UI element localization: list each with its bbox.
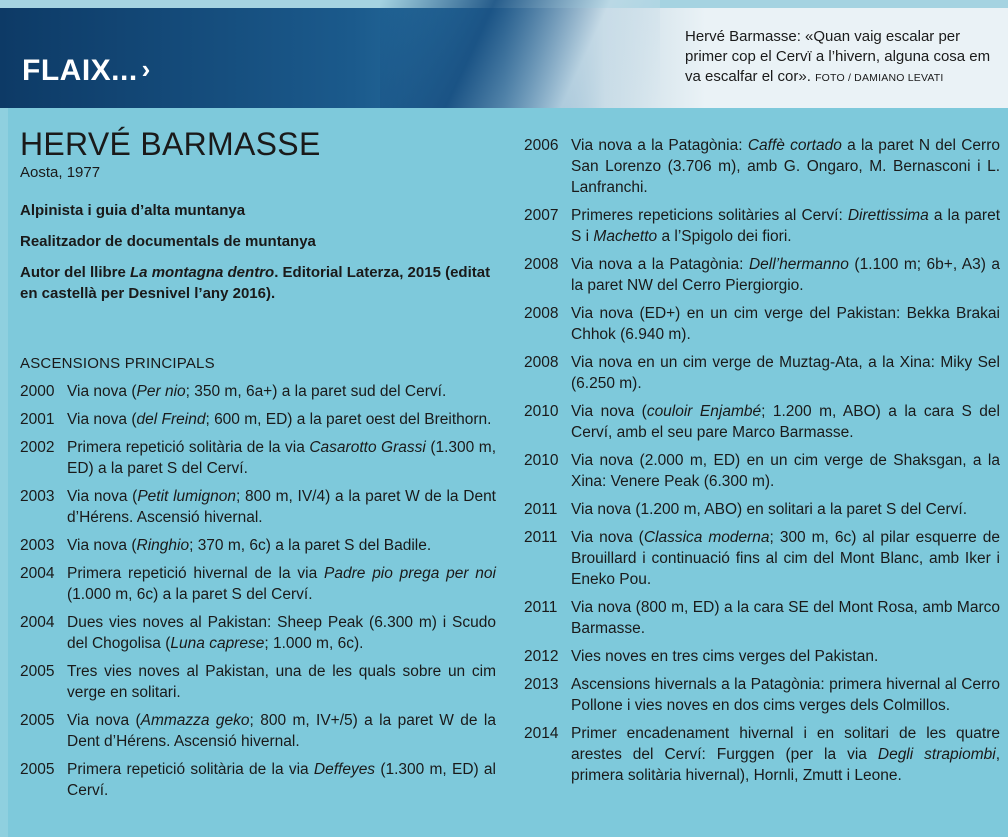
ascension-entry: [524, 723, 1000, 786]
text-run: Via nova a la Patagònia:: [571, 256, 749, 273]
ascension-year: 2004: [20, 614, 55, 631]
text-run: a l’Spigolo dei fiori.: [657, 228, 792, 245]
text-run: Vies noves en tres cims verges del Pakistan.: [571, 648, 879, 665]
ascension-description: [67, 409, 496, 430]
ascension-description: [67, 381, 496, 402]
ascension-year: 2008: [524, 354, 559, 371]
text-run: ; 800 m, IV/4) a la paret W de la Dent d’Hérens. Ascensió hivernal.: [67, 488, 496, 526]
ascension-year: 2005: [20, 761, 55, 778]
text-run: a la paret S i: [571, 207, 1000, 245]
text-run: Via nova (800 m, ED) a la cara SE del Mont Rosa, amb Marco Barmasse.: [571, 599, 1000, 637]
ascension-description: [67, 612, 496, 654]
ascension-entry: [20, 535, 496, 556]
ascension-entry: [20, 710, 496, 752]
text-run: Dues vies noves al Pakistan: Sheep Peak (6.300 m) i Scudo del Chogolisa (: [67, 614, 496, 652]
ascension-year: 2011: [524, 599, 558, 616]
ascension-year: 2004: [20, 565, 55, 582]
ascensions-list-left: [20, 381, 496, 801]
text-run: ; 1.200 m, ABO) a la cara S del Cerví, amb el seu pare Marco Barmasse.: [571, 403, 1000, 441]
italic-text: Machetto: [593, 228, 658, 245]
article-body: [0, 108, 1008, 837]
italic-text: Caffè cortado: [747, 137, 842, 154]
ascension-entry: [524, 674, 1000, 716]
ascension-entry: [20, 437, 496, 479]
italic-text: Direttissima: [847, 207, 929, 224]
climber-photo: [380, 0, 660, 108]
text-run: , primera solitària hivernal), Hornli, Zmutt i Leone.: [571, 746, 1000, 784]
ascension-entry: [20, 661, 496, 703]
ascension-year: 2011: [524, 501, 558, 518]
ascension-year: 2010: [524, 403, 559, 420]
ascensions-list-right: [524, 135, 1000, 786]
italic-text: Deffeyes: [313, 761, 376, 778]
ascension-description: [571, 499, 1000, 520]
ascension-entry: [524, 352, 1000, 394]
text-run: Tres vies noves al Pakistan, una de les quals sobre un cim verge en solitari.: [67, 663, 496, 701]
ascension-description: [571, 135, 1000, 198]
ascension-entry: [524, 450, 1000, 492]
text-run: Via nova (: [571, 529, 644, 546]
italic-text: Classica moderna: [643, 529, 770, 546]
ascension-description: [571, 527, 1000, 590]
text-run: ; 350 m, 6a+) a la paret sud del Cerví.: [185, 383, 447, 400]
ascension-entry: [20, 563, 496, 605]
ascension-entry: [20, 612, 496, 654]
chevron-right-icon: ›: [141, 54, 151, 84]
ascension-description: [571, 674, 1000, 716]
text-run: Via nova (: [67, 383, 137, 400]
ascension-year: 2012: [524, 648, 559, 665]
text-run: . Editorial Laterza, 2015 (editat en castellà per Desnivel l’any 2016).: [20, 264, 491, 302]
ascension-year: 2002: [20, 439, 55, 456]
text-run: Via nova (1.200 m, ABO) en solitari a la paret S del Cerví.: [571, 501, 968, 518]
photo-caption: [685, 27, 1003, 88]
italic-text: Ringhio: [136, 537, 190, 554]
text-run: Via nova en un cim verge de Muztag-Ata, a la Xina: Miky Sel (6.250 m).: [571, 354, 1000, 392]
text-run: Via nova (: [67, 537, 137, 554]
photo-credit: FOTO / DAMIANO LEVATI: [815, 72, 944, 84]
ascension-year: 2010: [524, 452, 559, 469]
text-run: Primera repetició hivernal de la via: [67, 565, 325, 582]
ascension-description: [571, 401, 1000, 443]
text-run: (1.300 m, ED) a la paret S del Cerví.: [67, 439, 497, 477]
birth-info: Aosta, 1977: [20, 164, 101, 181]
ascension-description: [67, 535, 496, 556]
text-run: Ascensions hivernals a la Patagònia: primera hivernal al Cerro Pollone i vies noves en dos cims verges dels Colmillos.: [571, 676, 1000, 714]
text-run: (1.300 m, ED) al Cerví.: [67, 761, 496, 799]
ascension-year: 2003: [20, 488, 55, 505]
ascension-entry: [20, 759, 496, 801]
text-run: Primeres repeticions solitàries al Cerví:: [571, 207, 848, 224]
ascension-description: [67, 563, 496, 605]
text-run: (1.100 m; 6b+, A3) a la paret NW del Cerro Piergiorgio.: [571, 256, 1000, 294]
text-run: Alpinista i guia d’alta muntanya: [20, 202, 246, 219]
text-run: Via nova a la Patagònia:: [571, 137, 748, 154]
ascension-entry: [524, 527, 1000, 590]
ascension-year: 2008: [524, 305, 559, 322]
ascension-description: [67, 486, 496, 528]
role-item: [20, 262, 496, 304]
ascension-entry: [20, 486, 496, 528]
ascension-entry: [524, 254, 1000, 296]
italic-text: Per nio: [136, 383, 186, 400]
header-photo-banner: [0, 0, 1008, 108]
ascension-entry: [524, 303, 1000, 345]
roles-list: [20, 200, 496, 304]
ascension-year: 2000: [20, 383, 55, 400]
text-run: Via nova (: [67, 712, 141, 729]
italic-text: Padre pio prega per noi: [324, 565, 496, 582]
italic-text: couloir Enjambé: [646, 403, 762, 420]
text-run: Via nova (: [571, 403, 647, 420]
ascension-description: [67, 437, 496, 479]
text-run: Via nova (ED+) en un cim verge del Pakistan: Bekka Brakai Chhok (6.940 m).: [571, 305, 1000, 343]
ascension-description: [67, 759, 496, 801]
ascension-entry: [524, 205, 1000, 247]
ascension-entry: [524, 597, 1000, 639]
text-run: ; 600 m, ED) a la paret oest del Breithorn.: [205, 411, 492, 428]
ascension-description: [571, 597, 1000, 639]
text-run: ; 370 m, 6c) a la paret S del Badile.: [189, 537, 432, 554]
ascension-year: 2008: [524, 256, 559, 273]
ascension-description: [571, 254, 1000, 296]
section-label-text: FLAIX...: [22, 54, 138, 87]
italic-text: Ammazza geko: [140, 712, 250, 729]
italic-text: Dell’hermanno: [748, 256, 849, 273]
ascension-entry: [524, 135, 1000, 198]
text-run: Realitzador de documentals de muntanya: [20, 233, 316, 250]
ascension-year: 2005: [20, 663, 55, 680]
ascension-year: 2001: [20, 411, 55, 428]
text-run: (1.000 m, 6c) a la paret S del Cerví.: [67, 586, 313, 603]
italic-text: Petit lumignon: [137, 488, 236, 505]
left-edge-strip: [0, 108, 8, 837]
italic-text: Casarotto Grassi: [309, 439, 426, 456]
ascension-description: [571, 450, 1000, 492]
text-run: Via nova (2.000 m, ED) en un cim verge de Shaksgan, a la Xina: Venere Peak (6.300 m).: [571, 452, 1000, 490]
italic-text: La montagna dentro: [130, 264, 275, 281]
ascension-year: 2014: [524, 725, 559, 742]
text-run: a la paret N del Cerro San Lorenzo (3.706 m), amb G. Ongaro, M. Bernasconi i L. Lanfranchi.: [571, 137, 1000, 196]
ascension-entry: [20, 409, 496, 430]
ascension-entry: [524, 499, 1000, 520]
ascension-year: 2005: [20, 712, 55, 729]
ascension-year: 2007: [524, 207, 559, 224]
ascension-description: [67, 661, 496, 703]
ascension-description: [571, 352, 1000, 394]
ascension-year: 2003: [20, 537, 55, 554]
text-run: Primera repetició solitària de la via: [67, 439, 310, 456]
section-label: [22, 54, 151, 88]
text-run: Primer encadenament hivernal i en solitari de les quatre arestes del Cerví: Furggen (per la via: [571, 725, 1000, 763]
ascension-description: [571, 205, 1000, 247]
ascension-year: 2011: [524, 529, 558, 546]
text-run: ; 300 m, 6c) al pilar esquerre de Brouillard i continuació fins al cim del Mont Blanc, amb Iker i Eneko Pou.: [571, 529, 1000, 588]
left-column: [20, 126, 496, 801]
text-run: ; 800 m, IV+/5) a la paret W de la Dent d’Hérens. Ascensió hivernal.: [67, 712, 496, 750]
ascension-description: [571, 646, 1000, 667]
text-run: Via nova (: [67, 411, 137, 428]
ascension-year: 2013: [524, 676, 559, 693]
ascension-entry: [20, 381, 496, 402]
person-name: HERVÉ BARMASSE: [20, 126, 321, 162]
ascension-entry: [524, 401, 1000, 443]
italic-text: Degli strapiombi: [877, 746, 996, 763]
ascension-year: 2006: [524, 137, 559, 154]
role-item: [20, 200, 496, 221]
ascensions-heading: ASCENSIONS PRINCIPALS: [20, 355, 215, 372]
ascension-description: [571, 723, 1000, 786]
text-run: Via nova (: [67, 488, 138, 505]
role-item: [20, 231, 496, 252]
ascension-description: [571, 303, 1000, 345]
ascension-entry: [524, 646, 1000, 667]
italic-text: Luna caprese: [170, 635, 265, 652]
caption-text: Hervé Barmasse: «Quan vaig escalar per primer cop el Cervï a l’hivern, alguna cosa em va escalfar el cor».: [685, 28, 991, 85]
text-run: Primera repetició solitària de la via: [67, 761, 314, 778]
text-run: Autor del llibre: [20, 264, 131, 281]
text-run: ; 1.000 m, 6c).: [264, 635, 364, 652]
ascension-description: [67, 710, 496, 752]
italic-text: del Freind: [136, 411, 206, 428]
right-column: [524, 128, 1000, 786]
